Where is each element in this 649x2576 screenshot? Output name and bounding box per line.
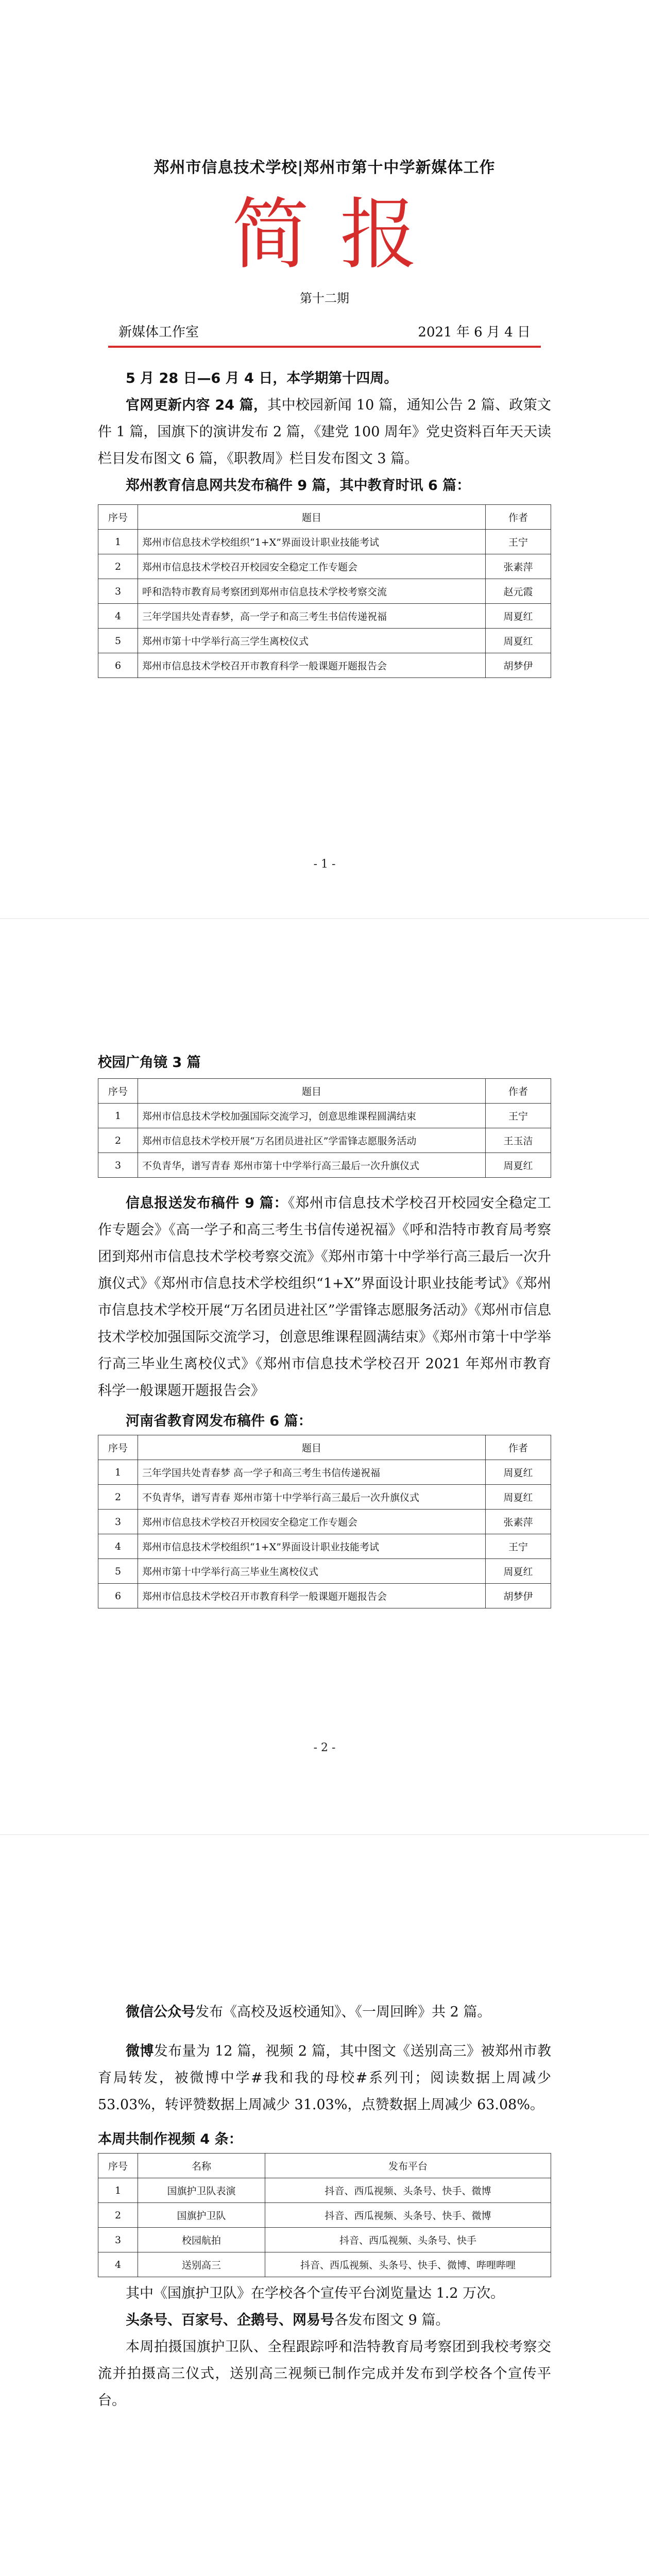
page-2 bbox=[0, 1051, 649, 1608]
video-table bbox=[98, 2153, 551, 2277]
intro-period: 5 月 28 日—6 月 4 日，本学期第十四周。 bbox=[126, 370, 398, 386]
table-row: 1 郑州市信息技术学校组织“1+X”界面设计职业技能考试 王宁 bbox=[98, 530, 551, 554]
henan-table bbox=[98, 1435, 551, 1608]
table-row: 3 不负青华，谱写青春 郑州市第十中学举行高三最后一次升旗仪式 周夏红 bbox=[98, 1153, 551, 1178]
edu-news-table bbox=[98, 504, 551, 678]
table-row: 2 郑州市信息技术学校召开校园安全稳定工作专题会 张素萍 bbox=[98, 554, 551, 579]
col-header: 作者 bbox=[486, 505, 551, 530]
bulletin-title: 简报 bbox=[231, 190, 448, 280]
col-header: 题目 bbox=[138, 1079, 486, 1104]
wechat-paragraph: 微信公众号发布《高校及返校通知》、《一周回眸》共 2 篇。 bbox=[126, 2004, 491, 2020]
col-header: 序号 bbox=[98, 505, 138, 530]
page-1 bbox=[0, 155, 649, 678]
col-header: 题目 bbox=[138, 505, 486, 530]
col-header: 名称 bbox=[138, 2154, 265, 2178]
table-row: 1 国旗护卫队表演 抖音、西瓜视频、头条号、快手、微博 bbox=[98, 2178, 551, 2203]
video-note: 其中《国旗护卫队》在学校各个宣传平台浏览量达 1.2 万次。 bbox=[126, 2285, 505, 2301]
col-header: 作者 bbox=[486, 1079, 551, 1104]
table-row: 5 郑州市第十中学举行高三毕业生离校仪式 周夏红 bbox=[98, 1559, 551, 1584]
issue-date: 2021 年 6 月 4 日 bbox=[418, 325, 531, 340]
col-header: 作者 bbox=[486, 1435, 551, 1460]
table-row: 4 送别高三 抖音、西瓜视频、头条号、快手、微博、哔哩哔哩 bbox=[98, 2252, 551, 2277]
video-title: 本周共制作视频 4 条： bbox=[98, 2131, 243, 2147]
page-number: - 1 - bbox=[313, 858, 336, 871]
table-row: 1 郑州市信息技术学校加强国际交流学习，创意思维课程圆满结束 王宁 bbox=[98, 1104, 551, 1128]
table-row: 4 郑州市信息技术学校组织“1+X”界面设计职业技能考试 王宁 bbox=[98, 1534, 551, 1559]
henan-title: 河南省教育网发布稿件 6 篇： bbox=[126, 1413, 312, 1429]
page-number: - 2 - bbox=[313, 1741, 336, 1754]
table-row: 3 校园航拍 抖音、西瓜视频、头条号、快手 bbox=[98, 2228, 551, 2252]
org-title: 郑州市信息技术学校|郑州市第十中学新媒体工作 bbox=[153, 159, 496, 177]
edu-site-title: 郑州教育信息网共发布稿件 9 篇，其中教育时讯 6 篇： bbox=[126, 478, 471, 494]
table-row: 2 国旗护卫队 抖音、西瓜视频、头条号、快手、微博 bbox=[98, 2203, 551, 2228]
table-row: 5 郑州市第十中学举行高三学生离校仪式 周夏红 bbox=[98, 629, 551, 653]
col-header: 题目 bbox=[138, 1435, 486, 1460]
table-row: 6 郑州市信息技术学校召开市教育科学一般课题开题报告会 胡梦伊 bbox=[98, 653, 551, 678]
toutiao-paragraph: 头条号、百家号、企鹅号、网易号各发布图文 9 篇。 bbox=[126, 2312, 450, 2328]
page-3 bbox=[0, 1999, 649, 2414]
meta-row bbox=[118, 321, 531, 341]
office-name: 新媒体工作室 bbox=[118, 325, 199, 340]
col-header: 序号 bbox=[98, 1435, 138, 1460]
intro-site: 官网更新内容 24 篇，其中校园新闻 10 篇，通知公告 2 篇、政策文件 1 篇，国旗下的演讲发布 2 篇，《建党 100 周年》党史资料百年天天读栏目发布图文 6 篇，《职教周》栏目发布图文 3 篇。 bbox=[98, 397, 551, 467]
page-separator bbox=[0, 918, 649, 919]
table-row: 6 郑州市信息技术学校召开市教育科学一般课题开题报告会 胡梦伊 bbox=[98, 1584, 551, 1608]
col-header: 序号 bbox=[98, 1079, 138, 1104]
col-header: 序号 bbox=[98, 2154, 138, 2178]
table-row: 2 郑州市信息技术学校开展“万名团员进社区”学雷锋志愿服务活动 王玉洁 bbox=[98, 1128, 551, 1153]
col-header: 发布平台 bbox=[265, 2154, 551, 2178]
table-row: 3 郑州市信息技术学校召开校园安全稳定工作专题会 张素萍 bbox=[98, 1510, 551, 1534]
table-row: 4 三年学国共处青春梦，高一学子和高三考生书信传递祝福 周夏红 bbox=[98, 604, 551, 629]
xinxi-paragraph: 信息报送发布稿件 9 篇：《郑州市信息技术学校召开校园安全稳定工作专题会》《高一学子和高三考生书信传递祝福》《呼和浩特市教育局考察团到郑州市信息技术学校考察交流》《郑州市第十中学举行高三最后一次升旗仪式》《郑州市信息技术学校组织“1+X”界面设计职业技能考试》《郑州市信息技术学校开展“万名团员进社区”学雷锋志愿服务活动》《郑州市信息技术学校加强国际交流学习，创意思维课程圆满结束》《郑州市第十中学举行高三毕业生离校仪式》《郑州市信息技术学校召开 2021 年郑州市教育科学一般课题开题报告会》 bbox=[98, 1195, 551, 1399]
weibo-paragraph: 微博发布量为 12 篇，视频 2 篇，其中图文《送别高三》被郑州市教育局转发，被微博中学#我和我的母校#系列刊；阅读数据上周减少 53.03%，转评赞数据上周减少 31.03%，点赞数据上周减少 63.08%。 bbox=[98, 2043, 551, 2113]
table-row: 2 不负青华，谱写青春 郑州市第十中学举行高三最后一次升旗仪式 周夏红 bbox=[98, 1485, 551, 1510]
issue-number: 第十二期 bbox=[300, 291, 349, 306]
page-separator bbox=[0, 1834, 649, 1835]
table-row: 1 三年学国共处青春梦 高一学子和高三考生书信传递祝福 周夏红 bbox=[98, 1460, 551, 1485]
red-divider bbox=[108, 346, 541, 348]
table-row: 3 呼和浩特市教育局考察团到郑州市信息技术学校考察交流 赵元霞 bbox=[98, 579, 551, 604]
campus-title: 校园广角镜 3 篇 bbox=[98, 1055, 201, 1071]
campus-table bbox=[98, 1078, 551, 1178]
shooting-paragraph: 本周拍摄国旗护卫队、全程跟踪呼和浩特教育局考察团到我校考察交流并拍摄高三仪式，送别高三视频已制作完成并发布到学校各个宣传平台。 bbox=[98, 2339, 551, 2409]
